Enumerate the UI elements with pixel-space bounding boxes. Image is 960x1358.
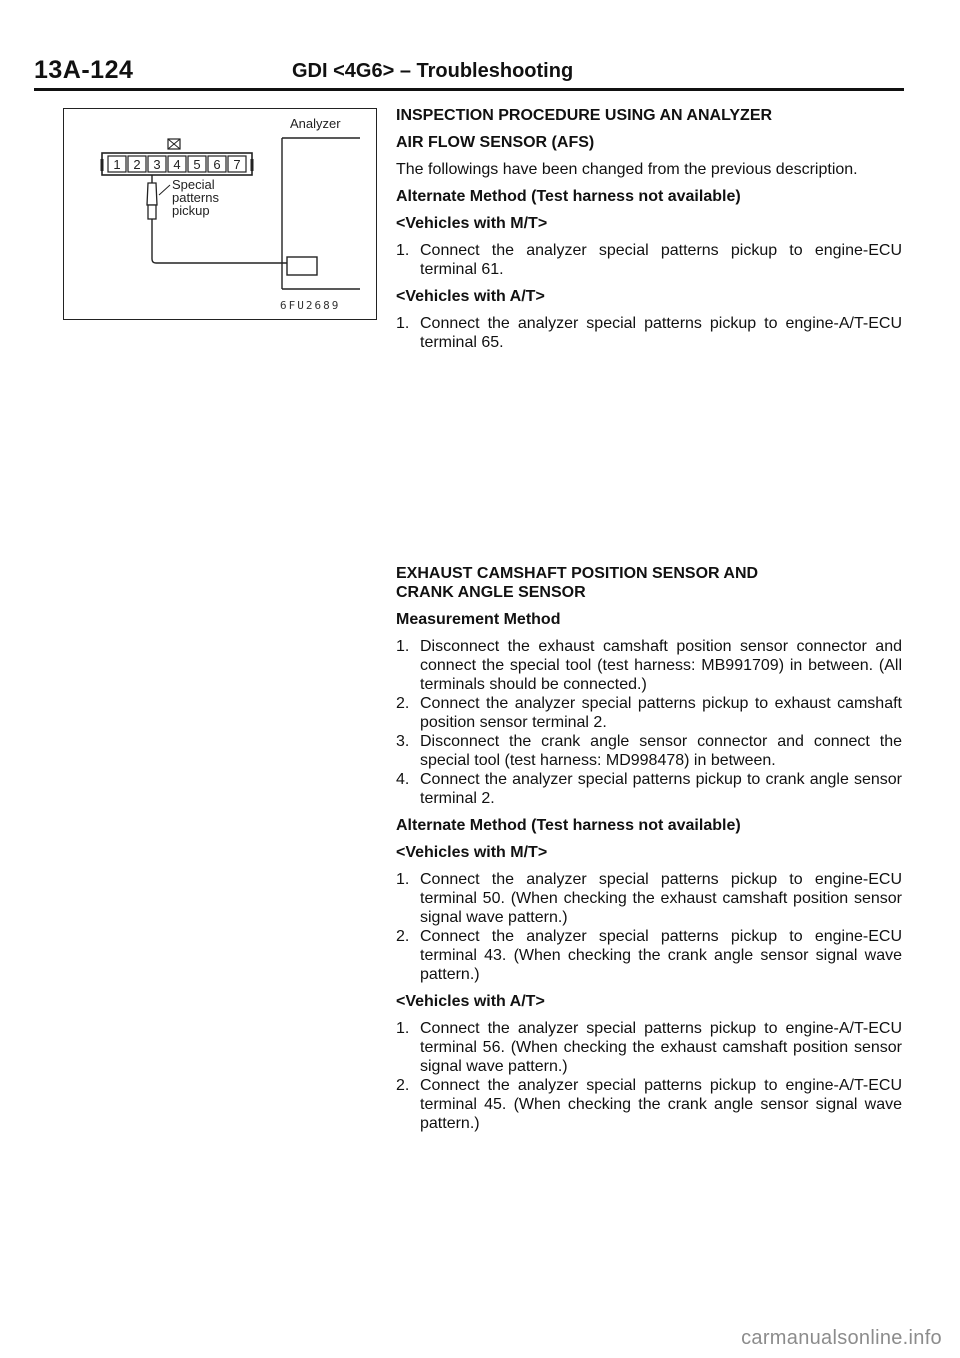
analyzer-label: Analyzer <box>290 116 341 131</box>
afs-heading: AIR FLOW SENSOR (AFS) <box>396 134 595 151</box>
step-number: 1. <box>396 242 410 259</box>
page-number: 13A-124 <box>34 56 134 84</box>
step-number: 1. <box>396 638 410 655</box>
special-patterns-pickup-probe <box>147 175 157 227</box>
step-item <box>396 732 902 770</box>
step-text: Connect the analyzer special patterns pickup to engine-A/T-ECU terminal 56. (When checking the exhaust camshaft position sensor signal wave pattern.) <box>420 1020 902 1075</box>
step-number: 2. <box>396 928 410 945</box>
analyzer-connection-figure <box>63 108 377 320</box>
step-number: 2. <box>396 1077 410 1094</box>
step-item <box>396 314 902 352</box>
step-number: 3. <box>396 733 410 750</box>
pin-1: 1 <box>113 157 121 172</box>
section-heading: EXHAUST CAMSHAFT POSITION SENSOR AND <box>396 565 759 582</box>
pickup-label <box>172 178 219 217</box>
alternate-method-heading: Alternate Method (Test harness not available) <box>396 817 741 834</box>
pickup-label-line: Special <box>172 177 215 192</box>
step-number: 2. <box>396 695 410 712</box>
step-item <box>396 770 902 808</box>
header-rule <box>34 88 904 91</box>
pickup-cable <box>152 227 287 263</box>
alternate-method-heading: Alternate Method (Test harness not available) <box>396 188 741 205</box>
step-text: Connect the analyzer special patterns pickup to engine-A/T-ECU terminal 45. (When checking the crank angle sensor signal wave pattern.) <box>420 1077 902 1132</box>
step-number: 1. <box>396 871 410 888</box>
page-header <box>34 56 904 90</box>
step-item <box>396 870 902 927</box>
intro-text: The followings have been changed from the previous description. <box>396 161 858 178</box>
step-item <box>396 1076 902 1133</box>
camshaft-crank-section <box>396 564 902 1133</box>
step-number: 4. <box>396 771 410 788</box>
step-text: Disconnect the exhaust camshaft position sensor connector and connect the special tool (test harness: MB991709) in between. (All terminals should be connected.) <box>420 638 902 693</box>
watermark: carmanualsonline.info <box>741 1327 942 1349</box>
pin-4: 4 <box>173 157 181 172</box>
pickup-label-line: patterns <box>172 190 219 205</box>
pin-2: 2 <box>133 157 141 172</box>
section-heading: INSPECTION PROCEDURE USING AN ANALYZER <box>396 107 773 124</box>
step-item <box>396 927 902 984</box>
afs-section <box>396 106 902 352</box>
measurement-method-heading: Measurement Method <box>396 611 561 628</box>
pin-3: 3 <box>153 157 161 172</box>
step-text: Connect the analyzer special patterns pickup to exhaust camshaft position sensor terminal 2. <box>420 695 902 731</box>
at-label: <Vehicles with A/T> <box>396 993 545 1010</box>
at-label: <Vehicles with A/T> <box>396 288 545 305</box>
step-text: Connect the analyzer special patterns pickup to engine-ECU terminal 50. (When checking the exhaust camshaft position sensor signal wave pattern.) <box>420 871 902 926</box>
mt-label: <Vehicles with M/T> <box>396 215 548 232</box>
pin-5: 5 <box>193 157 201 172</box>
section-heading: CRANK ANGLE SENSOR <box>396 584 586 601</box>
step-text: Connect the analyzer special patterns pickup to engine-ECU terminal 61. <box>420 242 902 278</box>
step-item <box>396 694 902 732</box>
step-item <box>396 637 902 694</box>
step-item <box>396 241 902 279</box>
mt-label: <Vehicles with M/T> <box>396 844 548 861</box>
step-number: 1. <box>396 315 410 332</box>
page-title: GDI <4G6> – Troubleshooting <box>292 60 574 82</box>
step-number: 1. <box>396 1020 410 1037</box>
step-text: Connect the analyzer special patterns pickup to crank angle sensor terminal 2. <box>420 771 902 807</box>
step-text: Connect the analyzer special patterns pickup to engine-ECU terminal 43. (When checking the crank angle sensor signal wave pattern.) <box>420 928 902 983</box>
pin-7: 7 <box>233 157 241 172</box>
step-text: Connect the analyzer special patterns pickup to engine-A/T-ECU terminal 65. <box>420 315 902 351</box>
pin-6: 6 <box>213 157 221 172</box>
connection-diagram <box>64 109 378 321</box>
figure-code: 6FU2689 <box>280 299 341 312</box>
pickup-label-line: pickup <box>172 203 210 218</box>
step-text: Disconnect the crank angle sensor connector and connect the special tool (test harness: MD998478) in between. <box>420 733 902 769</box>
step-item <box>396 1019 902 1076</box>
analyzer-socket <box>287 257 317 275</box>
